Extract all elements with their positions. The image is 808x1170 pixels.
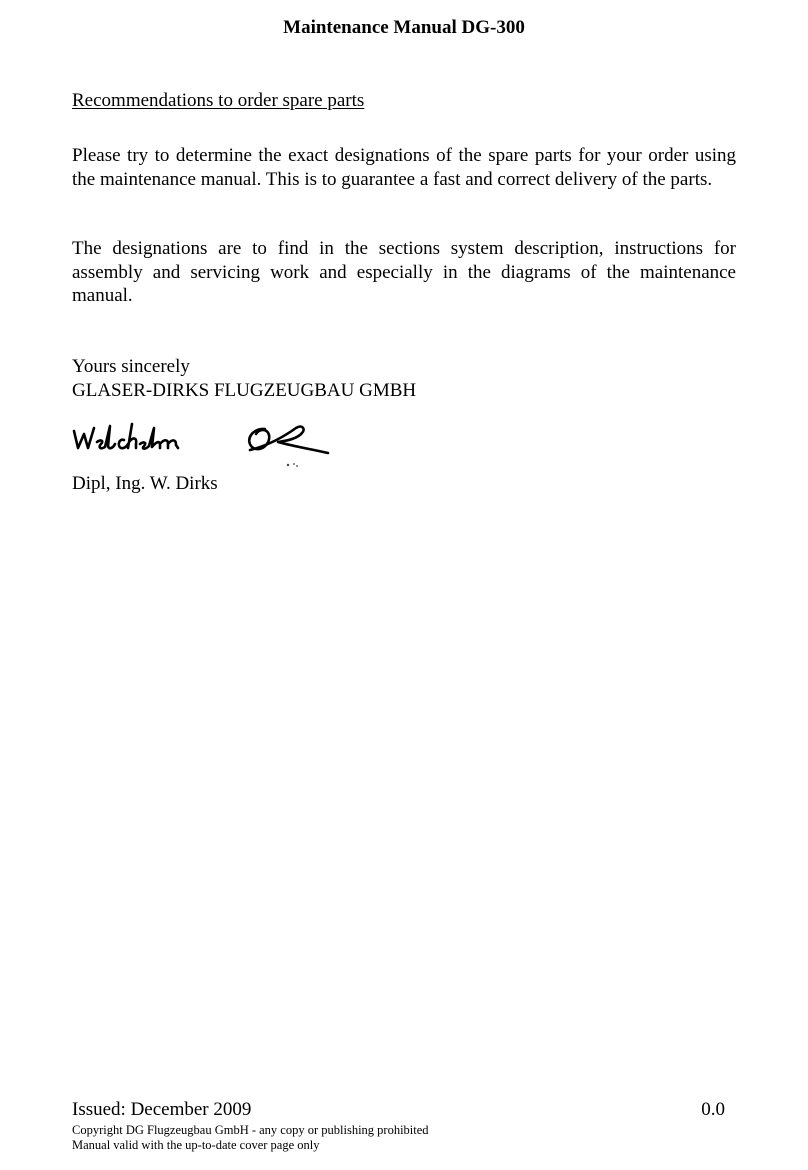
salutation: Yours sincerely [72,356,190,377]
signature-icon [70,412,340,472]
section-heading: Recommendations to order spare parts [72,90,365,111]
paragraph-designations: The designations are to find in the sections system description, instructions for assembly and servicing work and especially in the diagrams of the maintenance manual. [72,238,736,306]
page-title: Maintenance Manual DG-300 [283,17,525,38]
copyright-notice: Copyright DG Flugzeugbau GmbH - any copy or publishing prohibited [72,1123,429,1137]
revision-number: 0.0 [701,1099,725,1120]
signer-name: Dipl, Ing. W. Dirks [72,473,218,494]
validity-notice: Manual valid with the up-to-date cover page only [72,1138,320,1152]
paragraph-order-instructions: Please try to determine the exact designations of the spare parts for your order using the maintenance manual. This is to guarantee a fast and correct delivery of the parts. [72,145,736,190]
company-name: GLASER-DIRKS FLUGZEUGBAU GMBH [72,379,417,401]
issued-date: Issued: December 2009 [72,1099,252,1120]
closing-block [72,355,416,402]
